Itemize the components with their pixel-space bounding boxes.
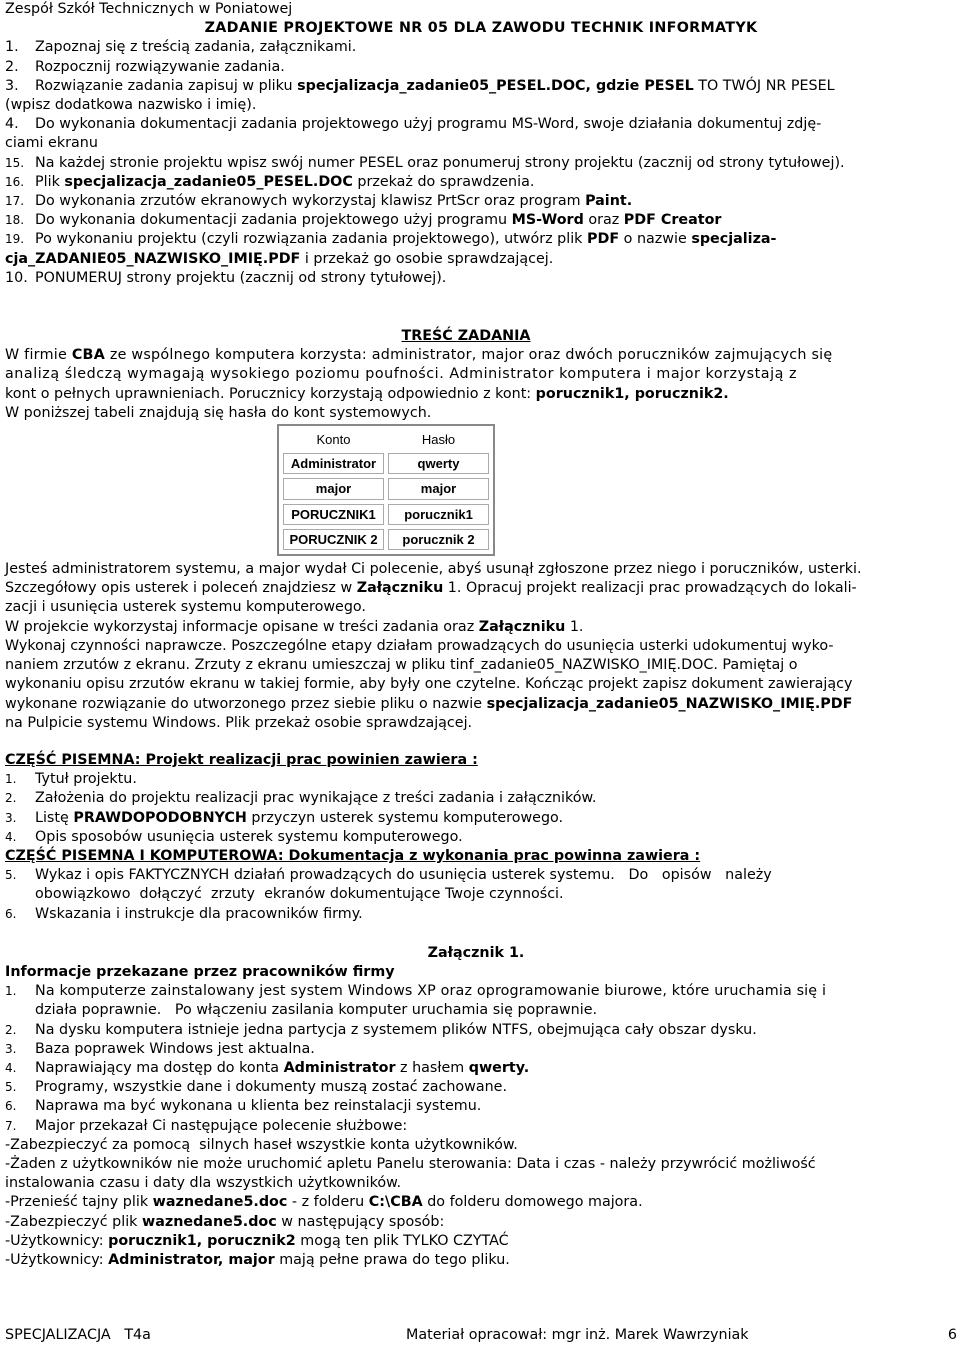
attachment [5, 944, 957, 1270]
table-header-cell: Konto [316, 432, 351, 448]
list-item: 4. Naprawiający ma dostęp do konta Administrator z hasłem qwerty. [5, 1059, 530, 1076]
instruction-item: 10. PONUMERUJ strony projektu (zacznij od strony tytułowej). [5, 269, 447, 286]
instruction-item: 16. Plik specjalizacja_zadanie05_PESEL.DOC przekaż do sprawdzenia. [5, 173, 535, 190]
instructions-list [5, 38, 957, 288]
list-item: 2. Założenia do projektu realizacji prac wynikające z treści zadania i załączników. [5, 790, 597, 807]
written-part [5, 751, 957, 924]
instruction-item: 18. Do wykonania dokumentacji zadania projektowego użyj programu MS-Word oraz PDF Creator [5, 212, 722, 229]
document-title: ZADANIE PROJEKTOWE NR 05 DLA ZAWODU TECHNIK INFORMATYK [204, 20, 758, 37]
order-line: -Zabezpieczyć plik waznedane5.doc w następujący sposób: [5, 1213, 445, 1230]
list-item: 3. Listę PRAWDOPODOBNYCH przyczyn usterek systemu komputerowego. [5, 809, 564, 826]
attachment-subtitle: Informacje przekazane przez pracowników firmy [5, 963, 395, 980]
document-page [5, 0, 957, 1270]
instruction-item: 15. Na każdej stronie projektu wpisz swój numer PESEL oraz ponumeruj strony projektu (zacznij od strony tytułowej). [5, 154, 845, 171]
order-line: -Zabezpieczyć za pomocą silnych haseł wszystkie konta użytkowników. [5, 1136, 518, 1153]
instruction-continuation: ciami ekranu [5, 135, 98, 152]
table-cell: PORUCZNIK 2 [283, 529, 384, 550]
list-item: 6. Naprawa ma być wykonana u klienta bez reinstalacji systemu. [5, 1098, 482, 1115]
text-line: wykonane rozwiązanie do utworzonego przez siebie pliku o nazwie specjalizacja_zadanie05_NAZWISKO_IMIĘ.PDF [5, 695, 853, 712]
text-line: Wykonaj czynności naprawcze. Poszczególne etapy działam prowadzących do usunięcia usterki udokumentuj wyko- [5, 637, 834, 654]
table-cell: major [283, 478, 384, 499]
list-item-continuation: obowiązkowo dołączyć zrzuty ekranów dokumentujące Twoje czynności. [35, 886, 564, 903]
order-line: -Żaden z użytkowników nie może uruchomić apletu Panelu sterowania: Data i czas - należy przywrócić możliwość [5, 1155, 816, 1172]
text-line: W poniższej tabeli znajdują się hasła do kont systemowych. [5, 404, 432, 421]
order-line: instalowania czasu i daty dla wszystkich użytkowników. [5, 1175, 402, 1192]
table-cell: major [388, 478, 489, 499]
instruction-continuation: (wpisz dodatkowa nazwisko i imię). [5, 97, 257, 114]
text-line: W firmie CBA ze wspólnego komputera korzysta: administrator, major oraz dwóch poruczników zajmujących się [5, 347, 833, 364]
table-row [283, 504, 489, 525]
table-cell: porucznik 2 [388, 529, 489, 550]
table-header-row [283, 430, 489, 449]
instruction-item: 17. Do wykonania zrzutów ekranowych wykorzystaj klawisz PrtScr oraz program Paint. [5, 193, 633, 210]
list-item: 2. Na dysku komputera istnieje jedna partycja z systemem plików NTFS, obejmująca cały obszar dysku. [5, 1021, 757, 1038]
instruction-item: 2. Rozpocznij rozwiązywanie zadania. [5, 58, 285, 75]
text-line: kont o pełnych uprawnieniach. Porucznicy korzystają odpowiednio z kont: porucznik1, porucznik2. [5, 385, 729, 402]
text-line: Szczegółowy opis usterek i poleceń znajdziesz w Załączniku 1. Opracuj projekt realizacji prac prowadzących do lokali- [5, 580, 857, 597]
order-line: -Użytkownicy: Administrator, major mają pełne prawa do tego pliku. [5, 1251, 510, 1268]
attachment-title: Załącznik 1. [427, 944, 525, 961]
accounts-table [277, 424, 495, 556]
section-heading: CZĘŚĆ PISEMNA I KOMPUTEROWA: Dokumentacja z wykonania prac powinna zawiera : [5, 847, 701, 864]
table-cell: qwerty [388, 453, 489, 474]
footer-specialization: SPECJALIZACJA T4a [5, 1327, 151, 1343]
list-item: 6. Wskazania i instrukcje dla pracowników firmy. [5, 905, 363, 922]
list-item: 1. Tytuł projektu. [5, 771, 137, 788]
footer-page-number: 6 [947, 1327, 957, 1343]
table-row [283, 478, 489, 499]
table-cell: Administrator [283, 453, 384, 474]
list-item: 3. Baza poprawek Windows jest aktualna. [5, 1040, 315, 1057]
text-line: na Pulpicie systemu Windows. Plik przekaż osobie sprawdzającej. [5, 714, 473, 731]
text-line: wykonaniu opisu zrzutów ekranu w takiej formie, aby były one czytelne. Kończąc projekt zapisz dokument zawierający [5, 676, 853, 693]
task-body [5, 560, 957, 733]
order-line: -Przenieść tajny plik waznedane5.doc - z folderu C:\CBA do folderu domowego majora. [5, 1194, 643, 1211]
instruction-continuation: cja_ZADANIE05_NAZWISKO_IMIĘ.PDF i przekaż go osobie sprawdzającej. [5, 250, 554, 267]
text-line: analizą śledczą wymagają wysokiego poziomu poufności. Administrator komputera i major korzystają z [5, 366, 798, 383]
table-row [283, 453, 489, 474]
text-line: W projekcie wykorzystaj informacje opisane w treści zadania oraz Załączniku 1. [5, 618, 584, 635]
instruction-item: 3. Rozwiązanie zadania zapisuj w pliku specjalizacja_zadanie05_PESEL.DOC, gdzie PESEL TO TWÓJ NR PESEL [5, 77, 835, 94]
table-cell: PORUCZNIK1 [283, 504, 384, 525]
list-item: 5. Programy, wszystkie dane i dokumenty muszą zostać zachowane. [5, 1079, 508, 1096]
instruction-item: 4. Do wykonania dokumentacji zadania projektowego użyj programu MS-Word, swoje działania dokumentuj zdję- [5, 116, 822, 133]
table-row [283, 529, 489, 550]
school-name: Zespół Szkół Technicznych w Poniatowej [5, 1, 293, 17]
instruction-item: 1. Zapoznaj się z treścią zadania, załącznikami. [5, 39, 357, 56]
section-heading: CZĘŚĆ PISEMNA: Projekt realizacji prac powinien zawiera : [5, 751, 478, 768]
table-header-cell: Hasło [421, 432, 456, 448]
list-item-continuation: działa poprawnie. Po włączeniu zasilania komputer uruchamia się poprawnie. [35, 1002, 598, 1019]
list-item: 5. Wykaz i opis FAKTYCZNYCH działań prowadzących do usunięcia usterek systemu. Do opisów należy [5, 867, 772, 884]
text-line: Jesteś administratorem systemu, a major wydał Ci polecenie, abyś usunął zgłoszone przez niego i poruczników, usterki. [5, 561, 862, 578]
text-line: zacji i usunięcia usterek systemu komputerowego. [5, 599, 366, 616]
order-line: -Użytkownicy: porucznik1, porucznik2 mogą ten plik TYLKO CZYTAĆ [5, 1232, 509, 1249]
text-line: naniem zrzutów z ekranu. Zrzuty z ekranu umieszczaj w pliku tinf_zadanie05_NAZWISKO_IMIĘ.DOC. Pamiętaj o [5, 657, 798, 674]
task-description [5, 346, 957, 423]
table-cell: porucznik1 [388, 504, 489, 525]
footer-author: Materiał opracował: mgr inż. Marek Wawrzyniak [406, 1327, 749, 1343]
list-item: 7. Major przekazał Ci następujące polecenie służbowe: [5, 1117, 408, 1134]
list-item: 4. Opis sposobów usunięcia usterek systemu komputerowego. [5, 828, 463, 845]
instruction-item: 19. Po wykonaniu projektu (czyli rozwiązania zadania projektowego), utwórz plik PDF o nazwie specjaliza- [5, 231, 777, 248]
list-item: 1. Na komputerze zainstalowany jest system Windows XP oraz oprogramowanie biurowe, które uruchamia się i [5, 983, 827, 1000]
task-heading: TREŚĆ ZADANIA [401, 328, 531, 345]
